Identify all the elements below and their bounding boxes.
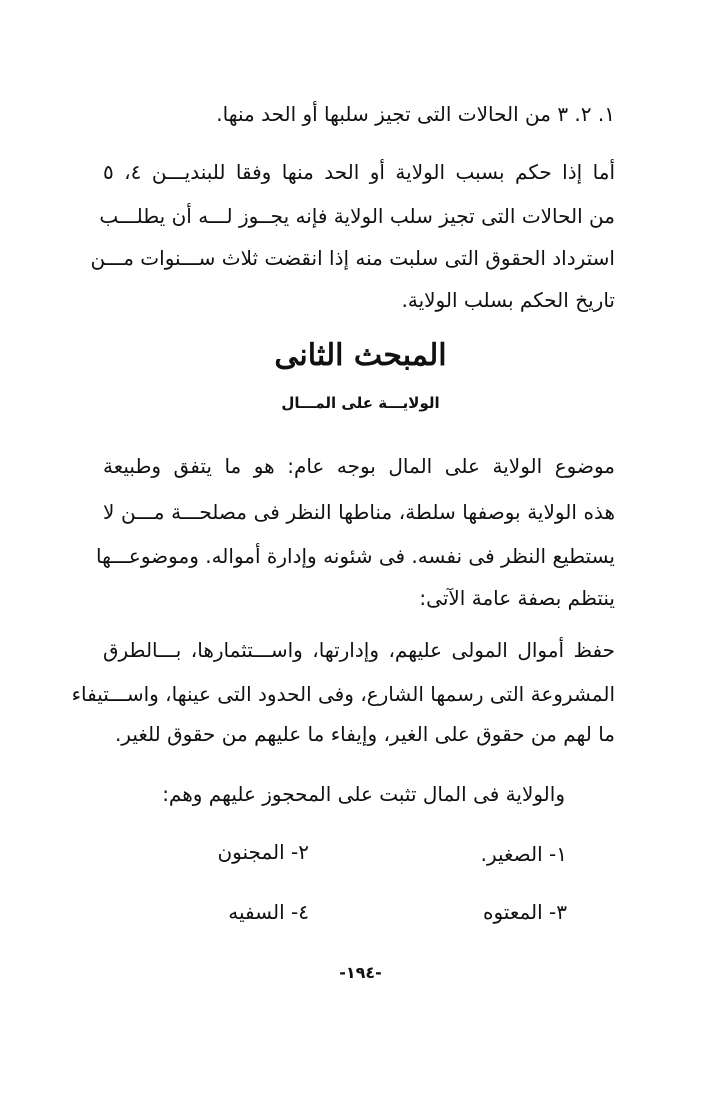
list-intro: والولاية فى المال تثبت على المحجوز عليهم وهم: — [162, 782, 565, 806]
list-item: ٤- السفيه — [228, 900, 309, 924]
paragraph1-line2: من الحالات التى تجيز سلب الولاية فإنه يجــوز لـــه أن يطلـــب — [99, 204, 615, 228]
paragraph1-line1: أما إذا حكم بسبب الولاية أو الحد منها وفقا للبنديـــن ٤، ٥ — [103, 160, 615, 184]
paragraph2-line3: يستطيع النظر فى نفسه. فى شئونه وإدارة أمواله. وموضوعـــها — [96, 544, 615, 568]
list-item: ٢- المجنون — [217, 840, 309, 864]
paragraph3-line3: ما لهم من حقوق على الغير، وإيفاء ما عليهم من حقوق للغير. — [114, 722, 615, 746]
list-item: ٣- المعتوه — [482, 900, 567, 924]
list-item: ١- الصغير. — [480, 842, 567, 866]
paragraph2-line2: هذه الولاية بوصفها سلطة، مناطها النظر فى مصلحـــة مـــن لا — [103, 500, 615, 524]
section-title: المبحث الثانى — [274, 338, 447, 373]
paragraph1-line3: استرداد الحقوق التى سلبت منه إذا انقضت ثلاث ســـنوات مـــن — [90, 246, 615, 270]
paragraph1-line4: تاريخ الحكم بسلب الولاية. — [401, 288, 615, 312]
paragraph2-line4: ينتظم بصفة عامة الآتى: — [419, 586, 615, 610]
paragraph3-line1: حفظ أموال المولى عليهم، وإدارتها، واســـتثمارها، بـــالطرق — [103, 638, 615, 662]
page-number: -١٩٤- — [339, 963, 382, 982]
section-subtitle: الولايـــة على المـــال — [281, 394, 440, 412]
subsection-heading: ١. ٢. ٣ من الحالات التى تجيز سلبها أو الحد منها. — [216, 102, 615, 126]
paragraph3-line2: المشروعة التى رسمها الشارع، وفى الحدود التى عينها، واســـتيفاء — [71, 682, 615, 706]
paragraph2-line1: موضوع الولاية على المال بوجه عام: هو ما يتفق وطبيعة — [103, 454, 615, 478]
